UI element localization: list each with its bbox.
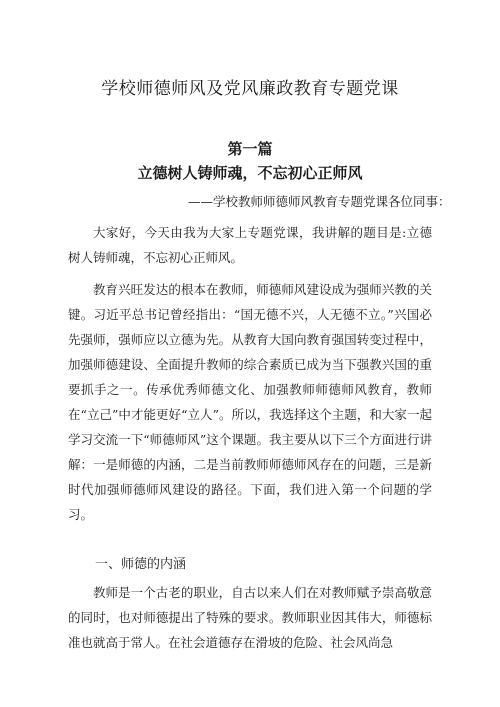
chapter-subtitle: 立德树人铸师魂，不忘初心正师风 xyxy=(137,164,363,182)
paragraph-section-body: 教师是一个古老的职业，自古以来人们在对教师赋予崇高敬意的同时，也对师德提出了特殊的要求。教师职业因其伟大，师德标准也就高于常人。在社会道德存在滑坡的危险、社会风尚急 xyxy=(68,585,432,650)
paragraph-introduction: 教育兴旺发达的根本在教师，师德师风建设成为强师兴教的关键。习近平总书记曾经指出：“国无德不兴，人无德不立。”兴国必先强师，强师应以立德为先。从教育大国向教育强国转变过程中，加强师德建设、全面提升教师的综合素质已成为当下强教兴国的重要抓手之一。传承优秀师德文化、加强教师师德师风教育，教师在“立己”中才能更好“立人”。所以，我选择这个主题，和大家一起学习交流一下“师德师风”这个课题。我主要从以下三个方面进行讲解：一是师德的内涵，二是当前教师师德师风存在的问题，三是新时代加强师德师风建设的路径。下面，我们进入第一个问题的学习。 xyxy=(68,282,432,522)
chapter-heading: 第一篇 xyxy=(227,140,273,158)
dedication-line: ——学校教师师德师风教育专题党课各位同事： xyxy=(188,194,451,209)
paragraph-greeting: 大家好，今天由我为大家上专题党课，我讲解的题目是:立德树人铸师魂，不忘初心正师风。 xyxy=(68,225,432,265)
document-title: 学校师德师风及党风廉政教育专题党课 xyxy=(101,79,399,99)
section-heading: 一、师德的内涵 xyxy=(95,557,187,572)
